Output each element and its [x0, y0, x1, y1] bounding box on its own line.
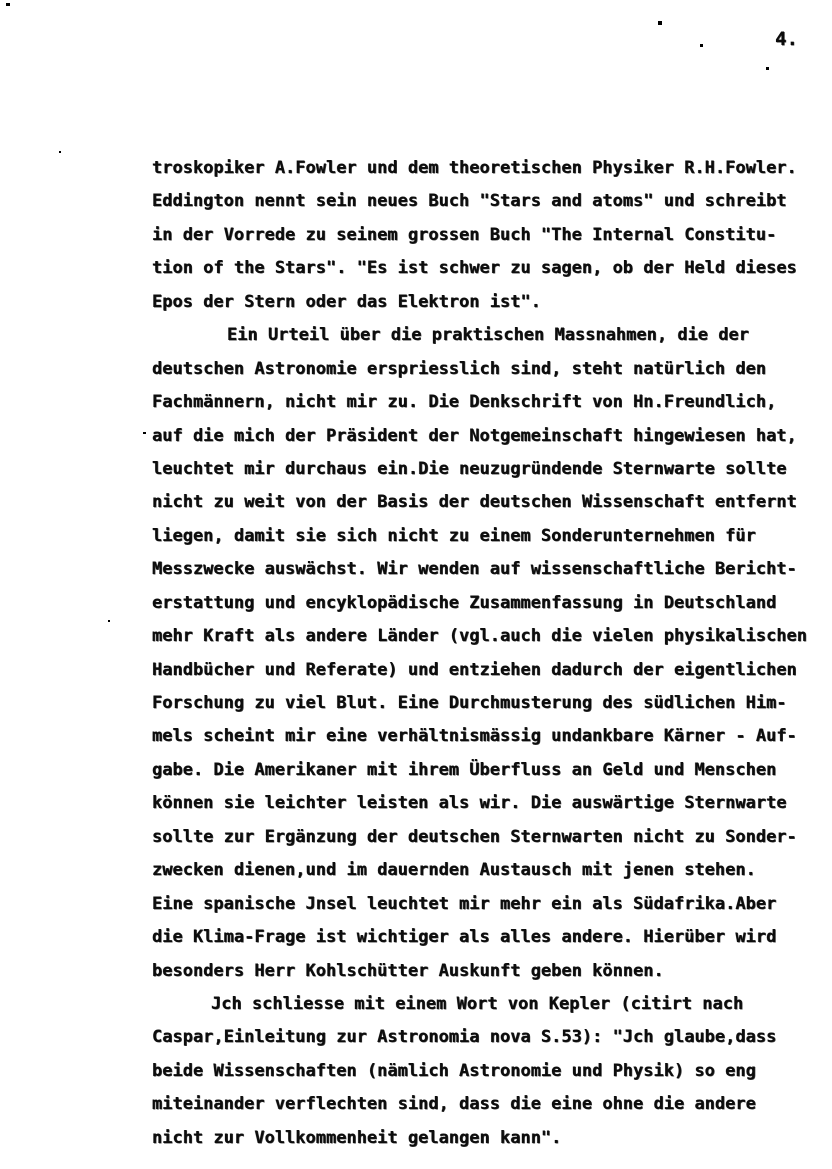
text-line: mels scheint mir eine verhältnismässig undankbare Kärner - Auf-: [152, 726, 797, 747]
text-line: Eddington nennt sein neues Buch "Stars and atoms" und schreibt: [152, 191, 787, 212]
text-line: tion of the Stars". "Es ist schwer zu sagen, ob der Held dieses: [152, 258, 797, 279]
text-line: die Klima-Frage ist wichtiger als alles andere. Hierüber wird: [152, 927, 777, 948]
dust-speck: [700, 44, 703, 47]
text-line: Fachmännern, nicht mir zu. Die Denkschrift von Hn.Freundlich,: [152, 392, 777, 413]
text-line: deutschen Astronomie erspriesslich sind, steht natürlich den: [152, 358, 767, 379]
text-line: sollte zur Ergänzung der deutschen Sternwarten nicht zu Sonder-: [152, 826, 797, 847]
text-line: miteinander verflechten sind, dass die eine ohne die andere: [152, 1094, 756, 1115]
text-line: erstattung und encyklopädische Zusammenfassung in Deutschland: [152, 592, 777, 613]
dust-speck: [766, 67, 769, 70]
page-number: 4.: [775, 28, 798, 50]
text-line: nicht zur Vollkommenheit gelangen kann".: [152, 1127, 562, 1148]
text-line: gabe. Die Amerikaner mit ihrem Überfluss an Geld und Menschen: [152, 759, 777, 780]
dust-speck: [108, 620, 110, 622]
text-line: Eine spanische Jnsel leuchtet mir mehr ein als Südafrika.Aber: [152, 893, 777, 914]
text-line: können sie leichter leisten als wir. Die auswärtige Sternwarte: [152, 793, 787, 814]
dust-speck: [59, 151, 61, 153]
dust-speck: [658, 21, 662, 25]
text-line: zwecken dienen,und im dauernden Austausch mit jenen stehen.: [152, 860, 756, 881]
text-line: auf die mich der Präsident der Notgemeinschaft hingewiesen hat,: [152, 425, 797, 446]
text-line: besonders Herr Kohlschütter Auskunft geben können.: [152, 960, 664, 981]
text-line: troskopiker A.Fowler und dem theoretischen Physiker R.H.Fowler.: [152, 158, 797, 178]
text-line: Forschung zu viel Blut. Eine Durchmusterung des südlichen Him-: [152, 693, 787, 713]
document-text: [152, 152, 822, 1155]
text-line: nicht zu weit von der Basis der deutschen Wissenschaft entfernt: [152, 492, 797, 513]
text-line: liegen, damit sie sich nicht zu einem Sonderunternehmen für: [152, 525, 756, 546]
text-line: Caspar,Einleitung zur Astronomia nova S.53): "Jch glaube,dass: [152, 1027, 777, 1048]
text-line: Jch schliesse mit einem Wort von Kepler (citirt nach: [211, 993, 744, 1014]
text-line: Epos der Stern oder das Elektron ist".: [152, 291, 541, 312]
text-line: in der Vorrede zu seinem grossen Buch "The Internal Constitu-: [152, 224, 777, 245]
text-line: mehr Kraft als andere Länder (vgl.auch die vielen physikalischen: [152, 626, 808, 647]
text-line: beide Wissenschaften (nämlich Astronomie und Physik) so eng: [152, 1060, 756, 1081]
text-line: Ein Urteil über die praktischen Massnahmen, die der: [227, 325, 749, 346]
dust-speck: [143, 432, 146, 434]
text-line: leuchtet mir durchaus ein.Die neuzugründende Sternwarte sollte: [152, 458, 787, 479]
dust-speck: [6, 3, 10, 6]
text-line: Handbücher und Referate) und entziehen dadurch der eigentlichen: [152, 659, 797, 680]
text-line: Messzwecke auswächst. Wir wenden auf wissenschaftliche Bericht-: [152, 559, 797, 580]
